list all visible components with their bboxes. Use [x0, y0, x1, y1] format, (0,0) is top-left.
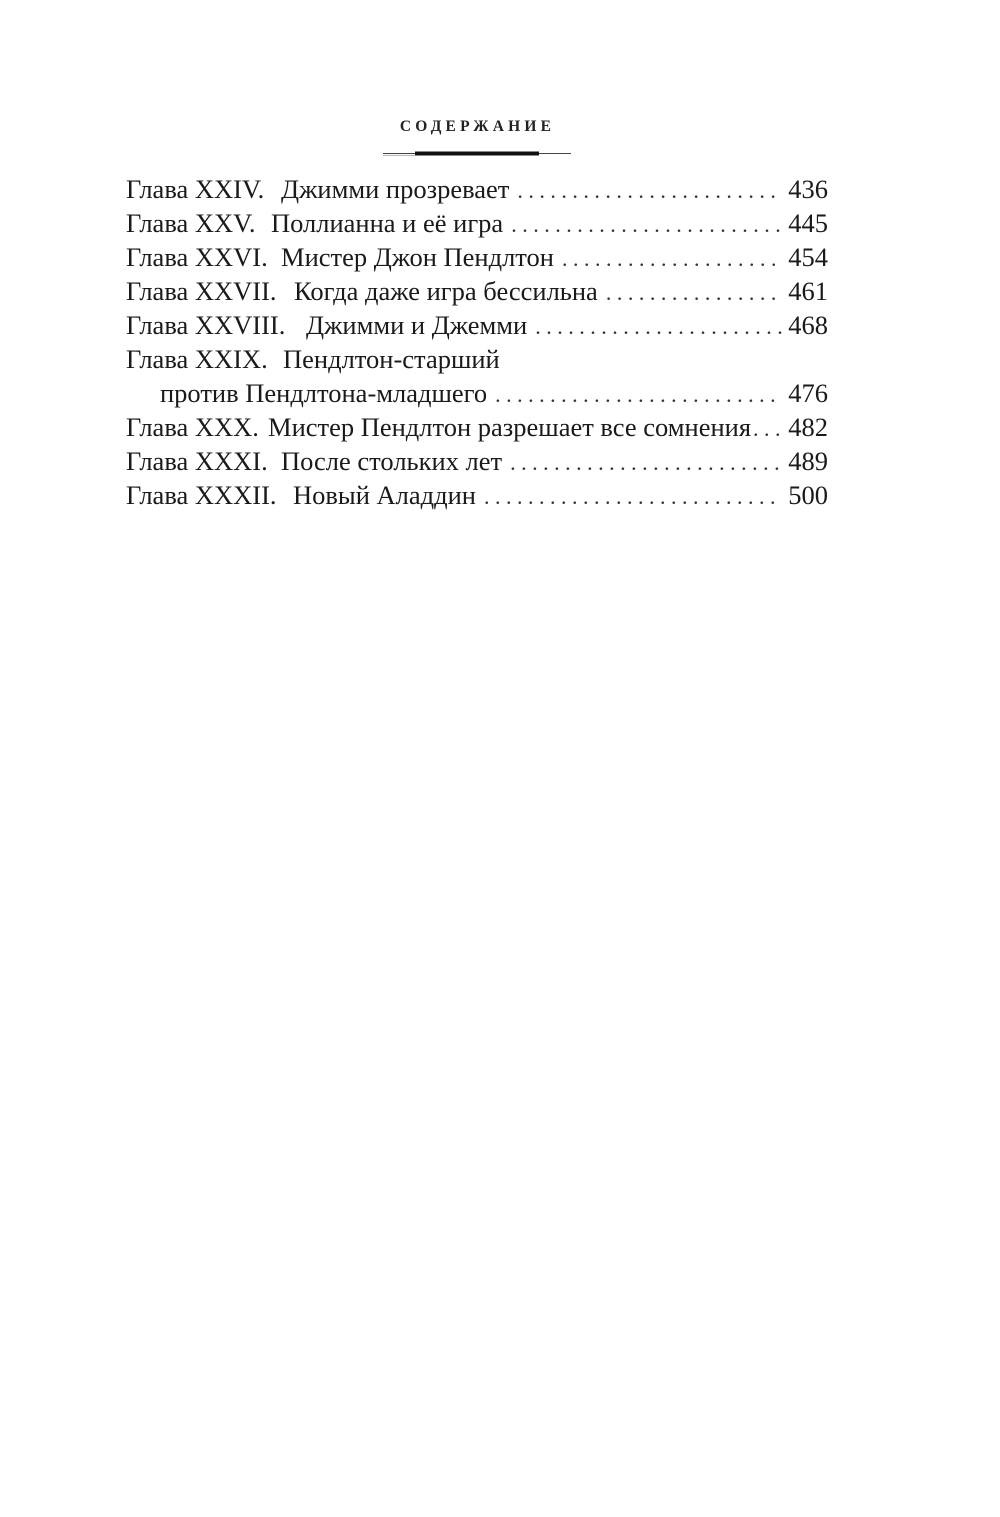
- toc-leader-dots: [511, 208, 782, 242]
- toc-chapter-title: Новый Аладдин: [293, 480, 476, 510]
- toc-chapter-number: Глава XXIV.: [126, 174, 265, 204]
- contents-header: [0, 118, 955, 136]
- title-rule-ornament: [383, 149, 571, 158]
- toc-chapter-number: Глава XXXII.: [126, 480, 277, 510]
- toc-chapter-number: Глава XXX.: [126, 412, 259, 442]
- toc-entry[interactable]: [126, 240, 828, 274]
- toc-chapter-title-continued: против Пендлтона-младшего: [160, 378, 488, 408]
- toc-entry-label: [126, 444, 502, 478]
- toc-chapter-title: Когда даже игра бессильна: [294, 276, 598, 306]
- toc-entry-label: [126, 274, 598, 308]
- toc-entry-label: [126, 308, 527, 342]
- toc-page-number: 489: [788, 446, 828, 476]
- toc-chapter-title: Джимми и Джемми: [306, 310, 528, 340]
- toc-leader-dots: [753, 412, 782, 446]
- toc-chapter-title: Поллианна и её игра: [271, 208, 504, 238]
- toc-leader-dots: [606, 276, 782, 310]
- toc-page-number: 461: [788, 276, 828, 306]
- toc-entry[interactable]: [126, 342, 828, 376]
- toc-entry[interactable]: [126, 172, 828, 206]
- toc-leader-dots: [535, 310, 782, 344]
- toc-entry[interactable]: [126, 206, 828, 240]
- toc-entry[interactable]: [126, 478, 828, 512]
- toc-entry-continuation[interactable]: [126, 376, 828, 410]
- toc-chapter-number: Глава XXVIII.: [126, 310, 286, 340]
- toc-chapter-title: Пендлтон-старший: [283, 344, 500, 374]
- toc-entry[interactable]: [126, 274, 828, 308]
- toc-leader-dots: [562, 242, 782, 276]
- table-of-contents: [126, 172, 828, 512]
- toc-page-number: 454: [788, 242, 828, 272]
- toc-chapter-title: После стольких лет: [281, 446, 503, 476]
- toc-entry-label: [126, 240, 554, 274]
- toc-entry[interactable]: [126, 410, 828, 444]
- toc-entry[interactable]: [126, 308, 828, 342]
- contents-title: СОДЕРЖАНИЕ: [399, 118, 556, 135]
- toc-chapter-number: Глава XXVII.: [126, 276, 277, 306]
- toc-entry-label: [126, 478, 476, 512]
- toc-chapter-number: Глава XXV.: [126, 208, 256, 238]
- toc-entry-label: [126, 206, 503, 240]
- toc-leader-dots: [495, 378, 782, 412]
- toc-page-number: 476: [788, 378, 828, 408]
- toc-entry-label: [126, 172, 509, 206]
- toc-leader-dots: [510, 446, 782, 480]
- toc-chapter-number: Глава XXXI.: [126, 446, 268, 476]
- toc-chapter-title: Джимми прозревает: [281, 174, 510, 204]
- toc-page-number: 482: [788, 412, 828, 442]
- toc-page-number: 445: [788, 208, 828, 238]
- toc-chapter-title: Мистер Джон Пендлтон: [281, 242, 554, 272]
- toc-leader-dots: [517, 174, 782, 208]
- toc-entry-label: [126, 342, 500, 376]
- toc-chapter-number: Глава XXVI.: [126, 242, 268, 272]
- toc-chapter-number: Глава XXIX.: [126, 344, 268, 374]
- toc-entry[interactable]: [126, 444, 828, 478]
- toc-page-number: 436: [788, 174, 828, 204]
- toc-page-number: 468: [788, 310, 828, 340]
- toc-page-number: 500: [788, 480, 828, 510]
- toc-leader-dots: [484, 480, 782, 514]
- toc-entry-label: [126, 410, 751, 444]
- toc-chapter-title: Мистер Пендлтон разрешает все сомнения: [268, 412, 752, 442]
